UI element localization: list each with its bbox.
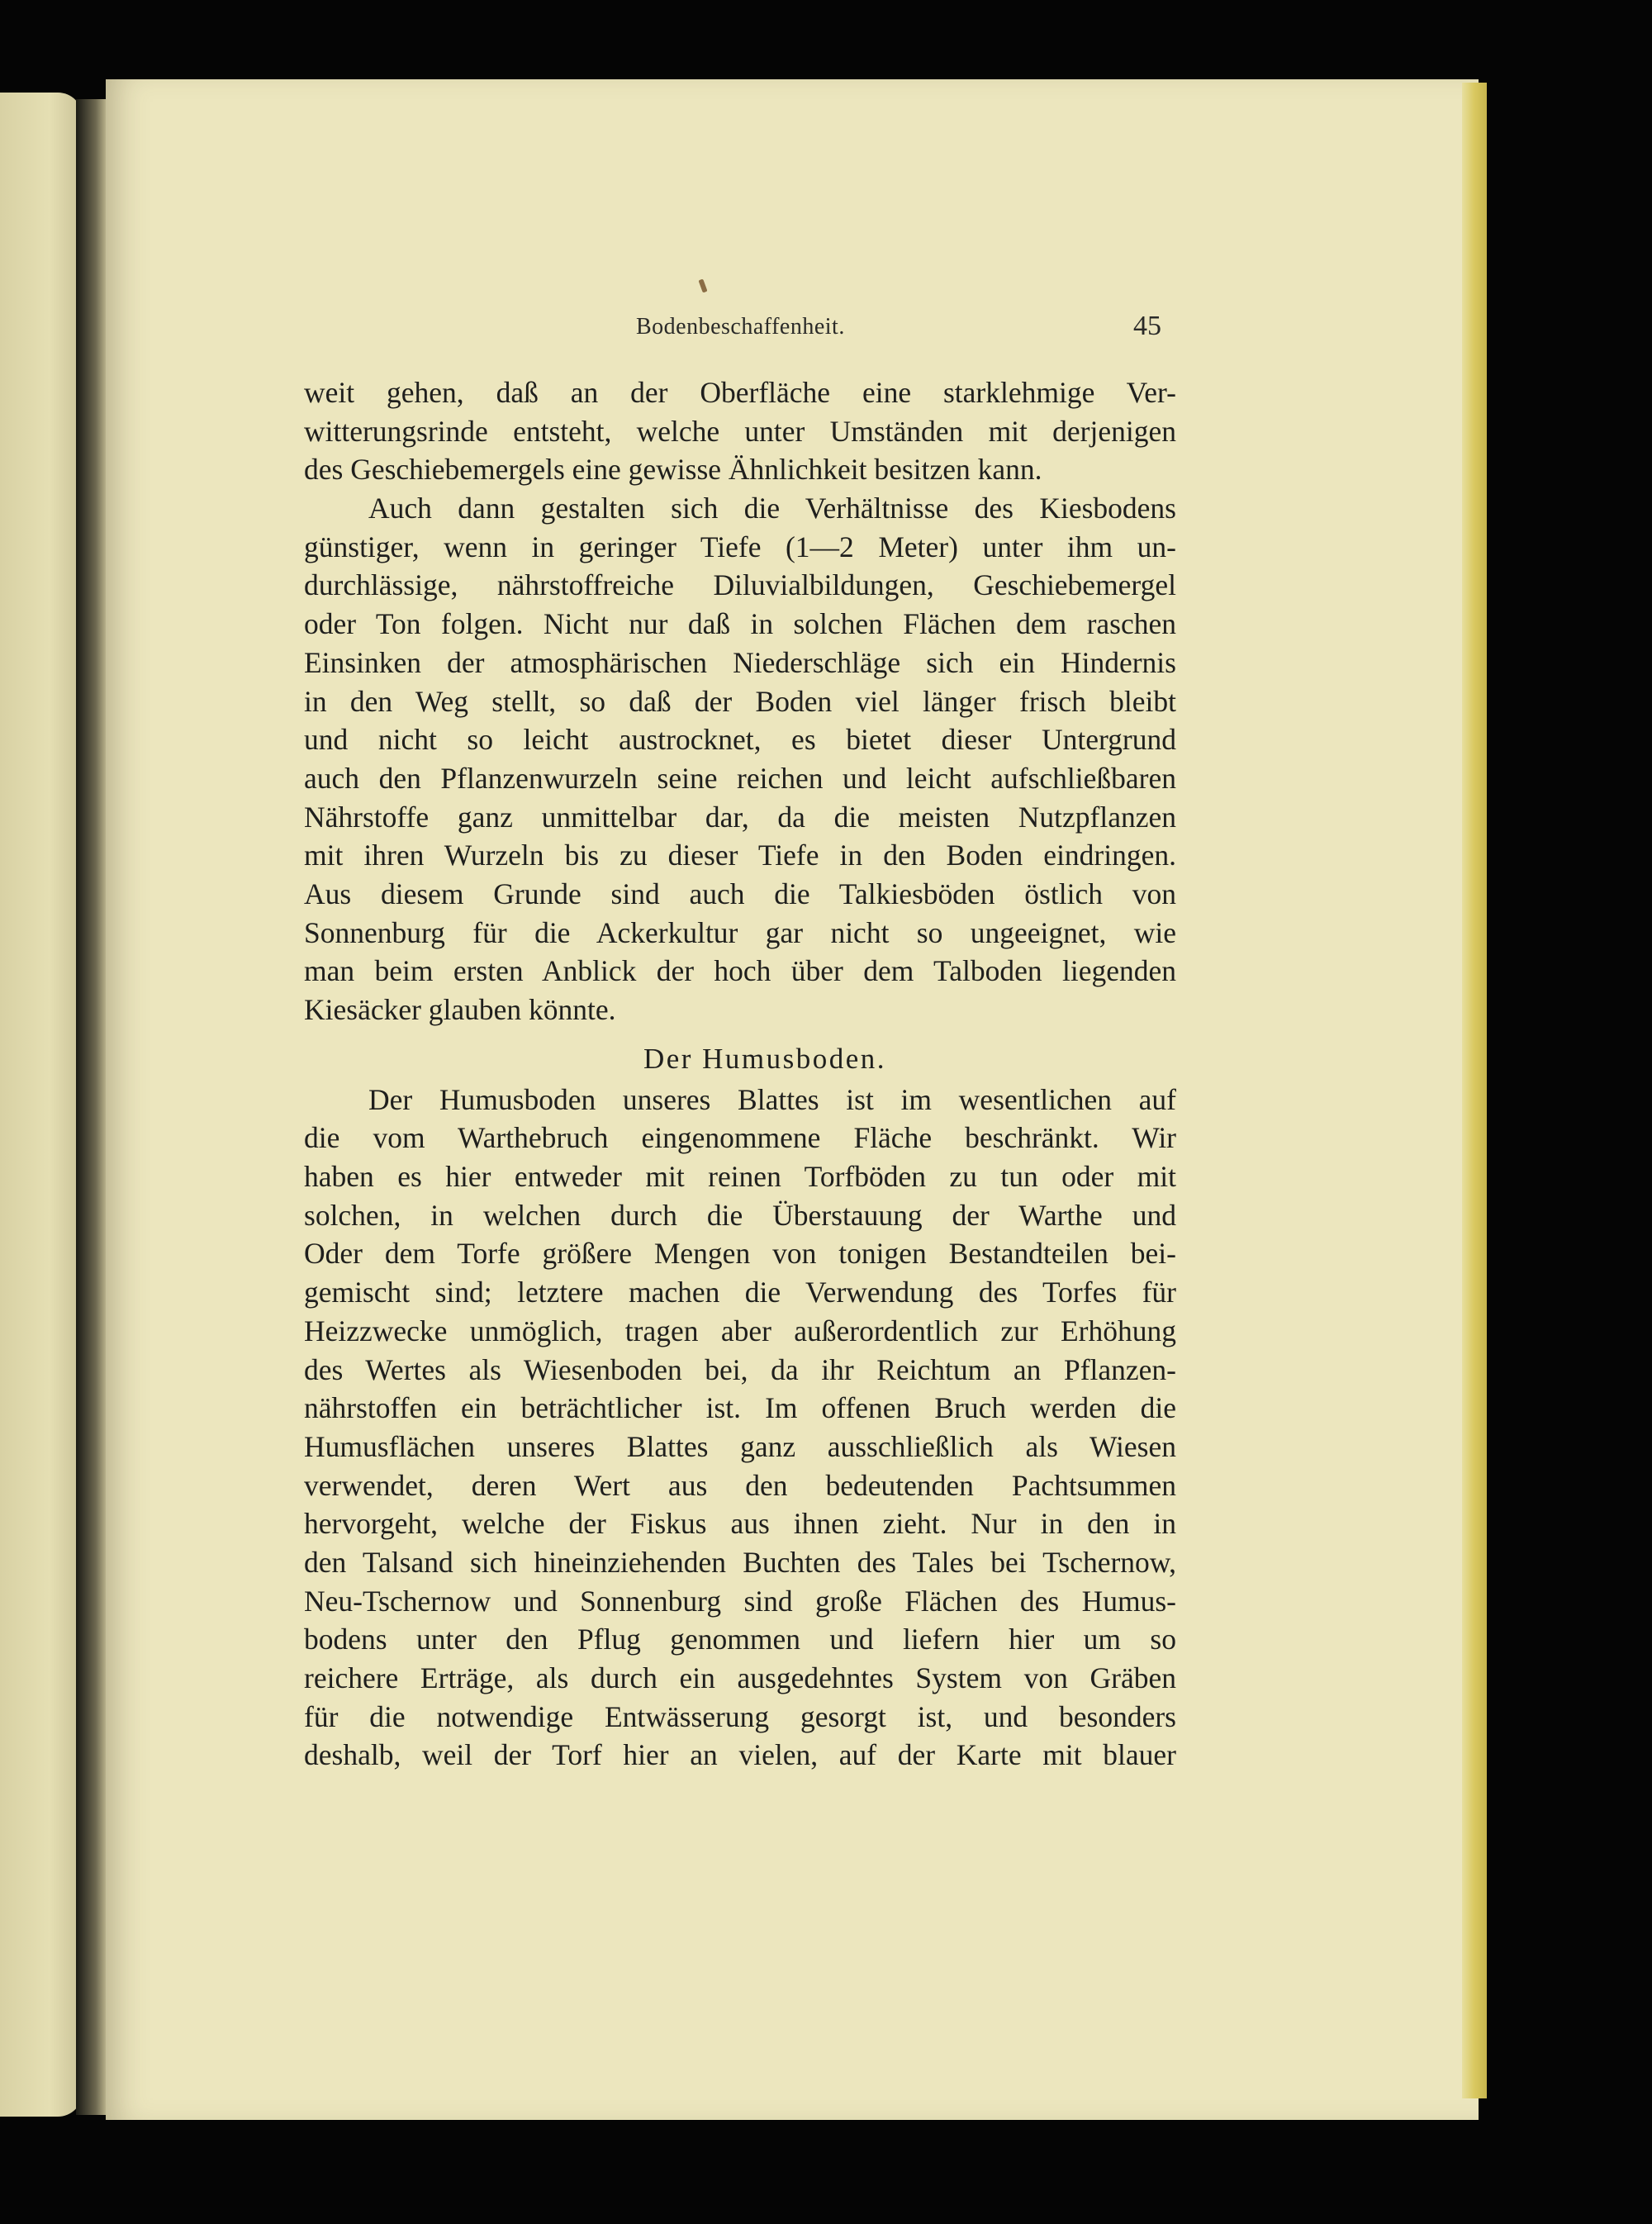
paper-speck bbox=[698, 278, 707, 292]
text-line: weit gehen, daß an der Oberfläche eine starklehmige Ver- bbox=[304, 376, 1176, 409]
text-line: man beim ersten Anblick der hoch über dem Talboden liegenden bbox=[304, 954, 1176, 988]
text-line: hervorgeht, welche der Fiskus aus ihnen zieht. Nur in den in bbox=[304, 1507, 1176, 1541]
text-line: Aus diesem Grunde sind auch die Talkiesböden östlich von bbox=[304, 877, 1176, 910]
text-line: in den Weg stellt, so daß der Boden viel länger frisch bleibt bbox=[304, 684, 1176, 718]
paragraph-3 bbox=[304, 1081, 1176, 1775]
text-line: für die notwendige Entwässerung gesorgt ist, und besonders bbox=[304, 1699, 1176, 1733]
text-line: Nährstoffe ganz unmittelbar dar, da die meisten Nutzpflanzen bbox=[304, 800, 1176, 834]
page-number: 45 bbox=[1133, 311, 1161, 341]
facing-page-edge bbox=[0, 93, 83, 2117]
text-line: Auch dann gestalten sich die Verhältnisse des Kiesbodens bbox=[368, 492, 1176, 525]
page-stack-edge bbox=[1462, 83, 1487, 2098]
running-title: Bodenbeschaffenheit. bbox=[636, 314, 845, 340]
text-line: Der Humusboden unseres Blattes ist im wesentlichen auf bbox=[368, 1082, 1176, 1116]
text-line: Heizzwecke unmöglich, tragen aber außerordentlich zur Erhöhung bbox=[304, 1314, 1176, 1347]
text-line: witterungsrinde entsteht, welche unter Umständen mit derjenigen bbox=[304, 414, 1176, 448]
page-body bbox=[304, 373, 1176, 1775]
text-line: haben es hier entweder mit reinen Torfböden zu tun oder mit bbox=[304, 1160, 1176, 1194]
text-line: die vom Warthebruch eingenommene Fläche beschränkt. Wir bbox=[304, 1121, 1176, 1155]
book-gutter bbox=[76, 99, 109, 2115]
text-line: und nicht so leicht austrocknet, es bietet dieser Untergrund bbox=[304, 723, 1176, 757]
text-line: mit ihren Wurzeln bis zu dieser Tiefe in den Boden eindringen. bbox=[304, 839, 1176, 872]
text-line: Neu-Tschernow und Sonnenburg sind große Flächen des Humus- bbox=[304, 1584, 1176, 1618]
text-line: Einsinken der atmosphärischen Niederschläge sich ein Hindernis bbox=[304, 645, 1176, 679]
page-header bbox=[0, 311, 1173, 355]
text-line: solchen, in welchen durch die Überstauung der Warthe und bbox=[304, 1198, 1176, 1232]
text-line: durchlässige, nährstoffreiche Diluvialbildungen, Geschiebemergel bbox=[304, 568, 1176, 602]
text-line: deshalb, weil der Torf hier an vielen, auf der Karte mit blauer bbox=[304, 1738, 1176, 1772]
paragraph-2 bbox=[304, 489, 1176, 1029]
section-heading: Der Humusboden. bbox=[643, 1042, 887, 1075]
paragraph-1 bbox=[304, 373, 1176, 489]
text-line: Oder dem Torfe größere Mengen von tonigen Bestandteilen bei- bbox=[304, 1237, 1176, 1271]
text-line: des Wertes als Wiesenboden bei, da ihr Reichtum an Pflanzen- bbox=[304, 1352, 1176, 1386]
text-line: günstiger, wenn in geringer Tiefe (1—2 Meter) unter ihm un- bbox=[304, 530, 1176, 563]
text-line: reichere Erträge, als durch ein ausgedehntes System von Gräben bbox=[304, 1661, 1176, 1694]
text-line: gemischt sind; letztere machen die Verwendung des Torfes für bbox=[304, 1276, 1176, 1309]
text-line: oder Ton folgen. Nicht nur daß in solchen Flächen dem raschen bbox=[304, 607, 1176, 641]
text-line: bodens unter den Pflug genommen und liefern hier um so bbox=[304, 1623, 1176, 1656]
text-line: den Talsand sich hineinziehenden Buchten des Tales bei Tschernow, bbox=[304, 1545, 1176, 1579]
text-line: auch den Pflanzenwurzeln seine reichen und leicht aufschließbaren bbox=[304, 761, 1176, 795]
text-line: Humusflächen unseres Blattes ganz ausschließlich als Wiesen bbox=[304, 1429, 1176, 1463]
text-line: des Geschiebemergels eine gewisse Ähnlichkeit besitzen kann. bbox=[304, 453, 1042, 487]
text-line: Sonnenburg für die Ackerkultur gar nicht so ungeeignet, wie bbox=[304, 915, 1176, 949]
text-line: nährstoffen ein beträchtlicher ist. Im offenen Bruch werden die bbox=[304, 1391, 1176, 1425]
text-line: Kiesäcker glauben könnte. bbox=[304, 993, 616, 1026]
text-line: verwendet, deren Wert aus den bedeutenden Pachtsummen bbox=[304, 1468, 1176, 1502]
